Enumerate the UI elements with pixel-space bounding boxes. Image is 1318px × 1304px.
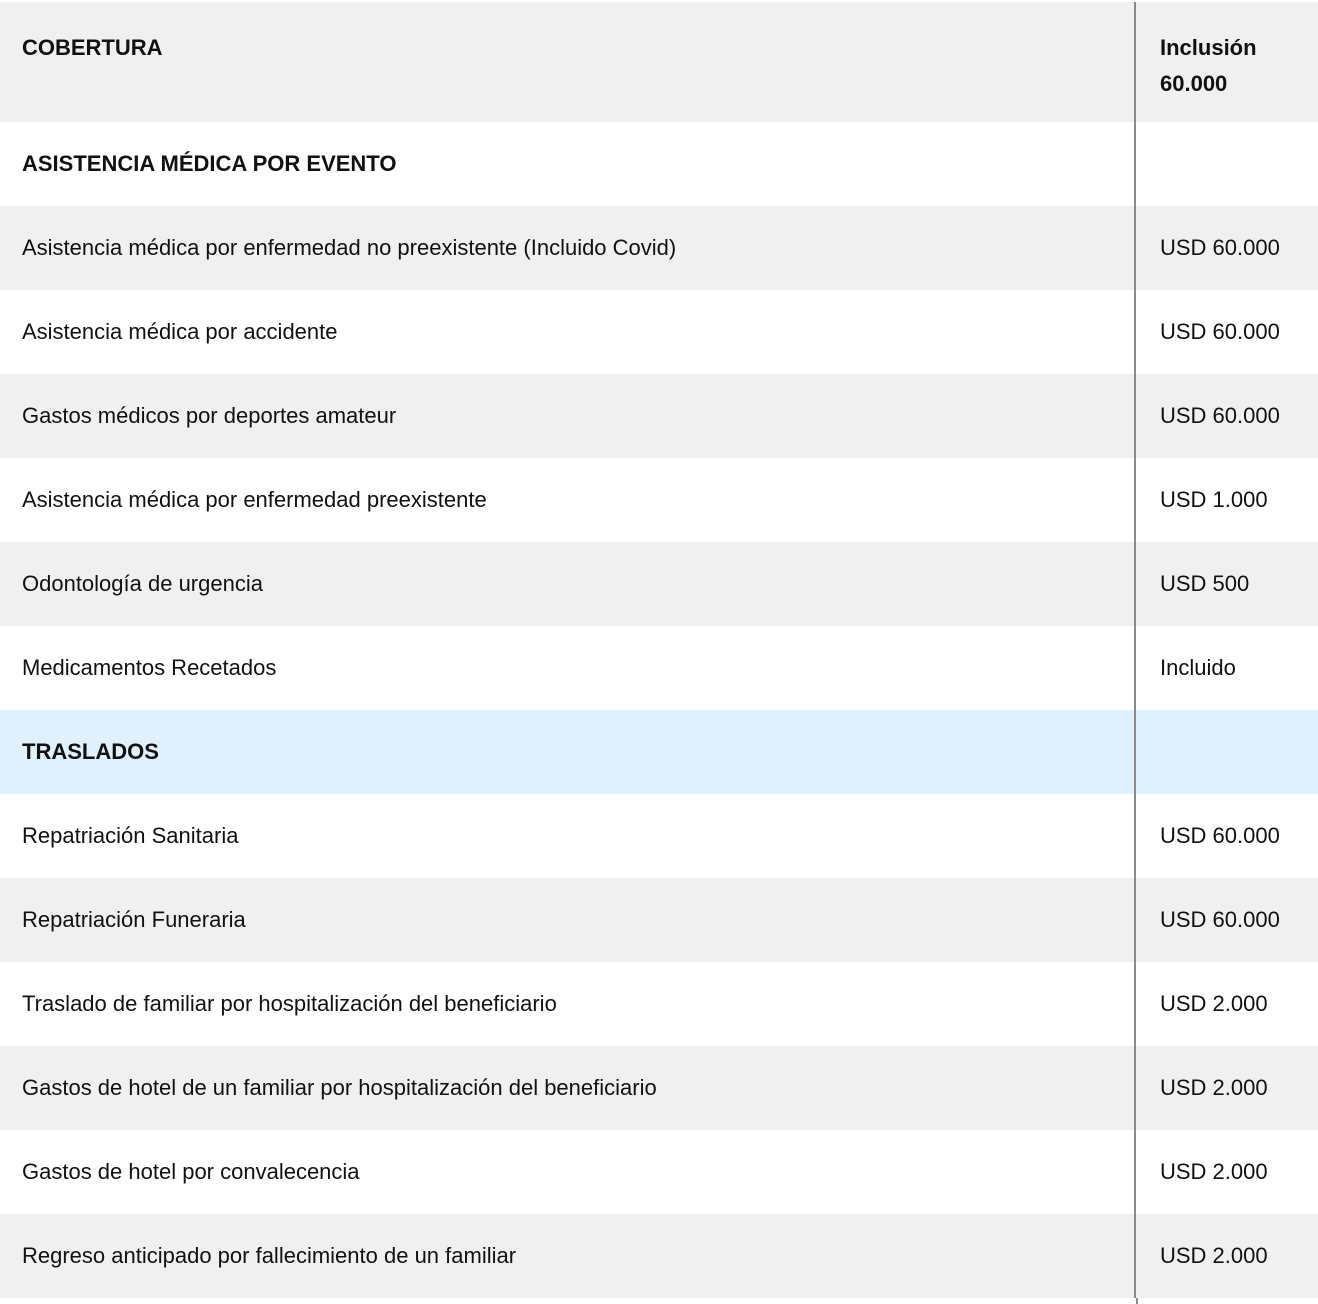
coverage-label: Asistencia médica por enfermedad preexistente	[0, 458, 1136, 542]
table-row	[0, 962, 1318, 1046]
coverage-value: USD 60.000	[1160, 907, 1280, 932]
table-row	[0, 374, 1318, 458]
coverage-value: USD 1.000	[1160, 487, 1268, 512]
table-row	[0, 206, 1318, 290]
table-row	[0, 878, 1318, 962]
coverage-label: Regreso anticipado por fallecimiento de un familiar	[0, 1214, 1136, 1298]
table-row	[0, 1130, 1318, 1214]
coverage-value: USD 2.000	[1160, 991, 1268, 1016]
plan-header-line1: Inclusión	[1160, 35, 1257, 60]
coverage-value: USD 60.000	[1160, 403, 1280, 428]
coverage-value: USD 60.000	[1160, 319, 1280, 344]
table-row	[0, 542, 1318, 626]
coverage-label: Medicamentos Recetados	[0, 626, 1136, 710]
coverage-value: USD 60.000	[1160, 823, 1280, 848]
plan-header-line2: 60.000	[1160, 71, 1228, 96]
coverage-label: Repatriación Sanitaria	[0, 794, 1136, 878]
section-title: ASISTENCIA MÉDICA POR EVENTO	[0, 122, 1136, 206]
coverage-label: Asistencia médica por enfermedad no preexistente (Incluido Covid)	[0, 206, 1136, 290]
table-row	[0, 794, 1318, 878]
coverage-value: USD 2.000	[1160, 1075, 1268, 1100]
coverage-label: Gastos de hotel de un familiar por hospitalización del beneficiario	[0, 1046, 1136, 1130]
table-row	[0, 458, 1318, 542]
coverage-label: Traslado de familiar por hospitalización del beneficiario	[0, 962, 1136, 1046]
table-row	[0, 1214, 1318, 1298]
table-row	[0, 1046, 1318, 1130]
coverage-label: Gastos médicos por deportes amateur	[0, 374, 1136, 458]
coverage-value: USD 2.000	[1160, 1159, 1268, 1184]
coverage-value: Incluido	[1160, 655, 1236, 680]
section-title: TRASLADOS	[0, 710, 1136, 794]
coverage-column-header: COBERTURA	[0, 2, 1136, 122]
section-row-medical	[0, 122, 1318, 206]
table-header-row	[0, 2, 1318, 122]
coverage-label: Asistencia médica por accidente	[0, 290, 1136, 374]
table-row	[0, 626, 1318, 710]
section-value-empty	[1136, 122, 1318, 206]
plan-column-header	[1136, 2, 1318, 122]
section-row-transfers	[0, 710, 1318, 794]
section-value-empty	[1136, 710, 1318, 794]
coverage-label: Odontología de urgencia	[0, 542, 1136, 626]
coverage-value: USD 60.000	[1160, 235, 1280, 260]
coverage-label: Repatriación Funeraria	[0, 878, 1136, 962]
coverage-value: USD 500	[1160, 571, 1250, 596]
coverage-value: USD 2.000	[1160, 1243, 1268, 1268]
coverage-label: Gastos de hotel por convalecencia	[0, 1130, 1136, 1214]
table-row	[0, 290, 1318, 374]
column-divider	[1136, 1298, 1138, 1304]
